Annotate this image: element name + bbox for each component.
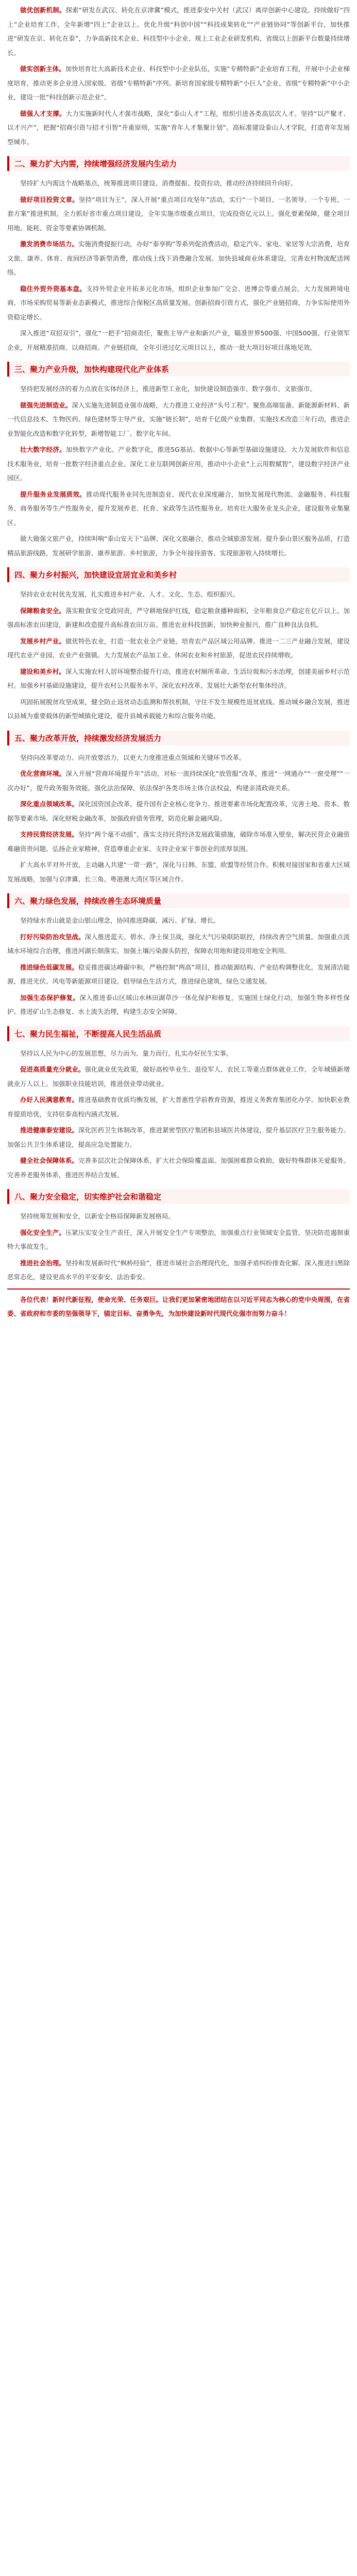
paragraph xyxy=(7,695,350,723)
paragraph xyxy=(7,930,350,958)
paragraph xyxy=(7,604,350,632)
paragraph-lead: 壮大数字经济。 xyxy=(20,446,66,453)
paragraph-text: 做大做强文旅产业，持续叫响“泰山安天下”品牌，深化文旅融合，推动全域旅游发展。提升泰山景区服务品质，打造精品旅游线路，发展研学旅游、康养旅游、乡村旅游，力争全年接待游客、实现旅游收入持续增长。 xyxy=(7,535,350,557)
paragraph-lead: 做实创新主体。 xyxy=(20,65,65,73)
section-heading xyxy=(7,362,350,377)
paragraph xyxy=(7,767,350,795)
paragraph xyxy=(7,960,350,989)
paragraph-text: 推进基础教育优质均衡发展，扩大普惠性学前教育资源，推进义务教育集团化办学。加快职业教育提质培优，支持驻泰高校内涵式发展。 xyxy=(7,1096,350,1118)
paragraph-text: 压紧压实安全生产责任，深入开展安全生产专项整治，加强重点行业领域安全监管，坚决防范遏制重特大事故发生。 xyxy=(7,1228,350,1250)
paragraph xyxy=(7,1226,350,1254)
paragraph-text: 探索“研发在武汉、转化在京津冀”模式，推进泰安中关村（武汉）离岸创新中心建设。持续做好“四上”企业培育工作，全年新增“四上”企业以上。优化升级“科创中国”“科技成果转化”“产业链协同”等创新平台，加快推进“研发在京、转化在泰”，力争高新技术企业、科技型中小企业、规上工业企业研发机构、省级以上创新平台数量持续增长。 xyxy=(7,6,350,57)
paragraph xyxy=(7,193,350,235)
paragraph xyxy=(7,282,350,325)
paragraph-text: 做优特色农业，打造一批农业全产业链，培育农产品区域公用品牌。推进一二三产业融合发展，建设现代农业产业园、农业产业强镇。大力发展农产品加工业、休闲农业和乡村旅游，促进农民持续增收。 xyxy=(7,637,350,659)
paragraph xyxy=(7,1256,350,1284)
paragraph-text: 推动现代服务业同先进制造业、现代农业深度融合，加快发展现代物流、金融服务、科技服务、商务服务等生产性服务业，提升发展养老、托育、家政等生活性服务业。培育壮大服务业龙头企业，建设服务业集聚区。 xyxy=(7,490,350,527)
section-part5 xyxy=(7,567,350,723)
paragraph xyxy=(7,443,350,485)
section-part3 xyxy=(7,156,350,354)
paragraph-text: 加快数字产业化、产业数字化，推进5G基站、数据中心等新型基础设施建设。大力发展软件和信息技术服务业，培育一批数字经济重点企业。深化工业互联网创新应用，推动中小企业“上云用数赋智”，建设数字经济产业园区。 xyxy=(7,446,350,482)
paragraph-text: 加快培育壮大高新技术企业、科技型中小企业队伍，实施“专精特新”企业培育工程，开展中小企业梯度培育，推动更多企业进入国家级、省级“专精特新”序列。新培育国家级专精特新“小巨人”企业、省级“专精特新”中小企业，建设一批“科技创新示范企业”。 xyxy=(7,65,350,101)
section-heading xyxy=(7,731,350,745)
paragraph xyxy=(7,176,350,191)
paragraph-text: 深入开展“营商环境提升年”活动，对标一流持续深化“放管服”改革，推进“一网通办”“一窗受理”“一次办好”，提升政务服务效能。强化法治保障，依法保护各类市场主体合法权益，构建亲清政商关系。 xyxy=(7,770,350,792)
paragraph xyxy=(7,382,350,396)
paragraph-text: 支持外贸企业开拓多元化市场，组织企业参加广交会、进博会等重点展会。大力发展跨境电商、市场采购贸易等新业态新模式，推进综合保税区高质量发展。创新招商引资方式，强化产业链招商，力争实际使用外资稳定增长。 xyxy=(7,284,350,321)
paragraph xyxy=(7,991,350,1019)
section-heading-text: 七、聚力民生福祉，不断提高人民生活品质 xyxy=(14,1029,162,1039)
paragraph-text: 完善多层次社会保障体系，扩大社会保险覆盖面。加强困难群众救助，做好特殊群体关爱服务。完善养老服务体系，推进医养结合发展。 xyxy=(7,1157,350,1179)
paragraph xyxy=(7,634,350,663)
paragraph xyxy=(7,913,350,928)
paragraph-text: 扩大高水平对外开放，主动融入共建“一带一路”，深化与日韩、东盟、欧盟等经贸合作。积极对接国家和省重大区域发展战略，加强与京津冀、长三角、粤港澳大湾区等区域合作。 xyxy=(7,861,350,883)
section-heading xyxy=(7,1189,350,1204)
paragraph xyxy=(7,1293,350,1321)
paragraph-text: 坚持农业农村优先发展，扎实推进乡村产业、人才、文化、生态、组织振兴。 xyxy=(20,590,240,598)
paragraph xyxy=(7,797,350,825)
paragraph-lead: 促进高质量充分就业。 xyxy=(20,1065,85,1073)
paragraph xyxy=(7,1046,350,1061)
paragraph-text: 稳妥推进碳达峰碳中和，严格控制“两高”项目，推动能源结构、产业结构调整优化。发展清洁能源，推进光伏、风电等新能源项目建设。倡导绿色生活方式，推进绿色建筑、绿色交通发展。 xyxy=(7,963,350,985)
section-heading xyxy=(7,567,350,582)
paragraph-text: 深化医药卫生体制改革，推进紧密型医疗集团和县域医共体建设，提升基层医疗卫生服务能力。加强公共卫生体系建设，提高应急处置能力。 xyxy=(7,1126,350,1148)
paragraph xyxy=(7,398,350,441)
paragraph-lead: 发展乡村产业。 xyxy=(20,637,65,645)
paragraph-text: 坚持“项目为王”，深入开展“重点项目攻坚年”活动，实行“一个项目、一名领导、一个专班、一套方案”推进机制，全力抓好省市重点项目建设，全年实施市级重点项目，完成投资亿元以上。强化要素保障，健全项目用地、能耗、资金等要素协调机制。 xyxy=(7,195,350,232)
paragraph-lead: 做强先进制造业。 xyxy=(20,401,72,409)
paragraph-text: 大力实施新时代人才强市战略，深化“泰山人才”工程，组织引进各类高层次人才。坚持“以产聚才、以才兴产”，把握“招商引资与招才引智”并重原则，实施“青年人才集聚计划”。高标准建设泰山人才学院，打造青年发展型城市。 xyxy=(7,109,350,146)
paragraph xyxy=(7,237,350,280)
paragraph xyxy=(7,1123,350,1151)
paragraph-text: 实施消费提振行动，办好“泰享购”等系列促消费活动，稳定汽车、家电、家居等大宗消费，培育文旅、康养、体育、夜间经济等新型消费，推动线上线下消费融合发展。加快县域商业体系建设，完善农村物流配送网络。 xyxy=(7,240,350,276)
paragraph xyxy=(7,827,350,856)
paragraph xyxy=(7,3,350,60)
paragraph xyxy=(7,1062,350,1091)
paragraph-text: 深化国资国企改革，提升国有企业核心竞争力。推进要素市场化配置改革，完善土地、资本、数据等要素市场。深化财税金融改革，加强政府债务管理，防范化解金融风险。 xyxy=(7,800,350,822)
paragraph-text: 坚持扩大内需这个战略基点，统筹推进项目建设、消费提振、投资拉动，推动经济持续回升向好。 xyxy=(20,179,297,187)
section-closing xyxy=(7,1289,350,1321)
paragraph-text: 坚持把发展经济的着力点放在实体经济上，推进新型工业化，加快建设制造强市、数字强市、文旅强市。 xyxy=(20,385,317,393)
section-heading xyxy=(7,1026,350,1041)
paragraph-lead: 强化安全生产。 xyxy=(20,1228,65,1236)
paragraph-lead: 激发消费市场活力。 xyxy=(20,240,78,248)
paragraph-lead: 优化营商环境。 xyxy=(20,770,66,777)
section-heading xyxy=(7,893,350,908)
paragraph xyxy=(7,1209,350,1224)
paragraph xyxy=(7,62,350,105)
section-heading-text: 四、聚力乡村振兴，加快建设宜居宜业和美乡村 xyxy=(14,570,177,580)
section-part2 xyxy=(7,3,350,149)
paragraph-lead: 办好人民满意教育。 xyxy=(20,1096,78,1104)
paragraph-lead: 建设和美乡村。 xyxy=(20,667,65,675)
section-heading-text: 八、聚力安全稳定，切实维护社会和谐稳定 xyxy=(14,1192,162,1201)
paragraph-lead: 支持民营经济发展。 xyxy=(20,831,78,838)
paragraph xyxy=(7,1093,350,1121)
section-heading-text: 二、聚力扩大内需，持续增强经济发展内生动力 xyxy=(14,159,177,168)
paragraph-lead: 做优创新机制。 xyxy=(20,6,66,14)
paragraph-lead: 推进社会治理。 xyxy=(20,1259,65,1267)
paragraph-lead: 推进健康泰安建设。 xyxy=(20,1126,78,1134)
section-heading-text: 六、聚力绿色发展，持续改善生态环境质量 xyxy=(14,896,162,906)
paragraph-text: 坚持和发展新时代“枫桥经验”，推进市域社会治理现代化，加强矛盾纠纷排查化解。深入推进扫黑除恶常态化，建设更高水平的平安泰安、法治泰安。 xyxy=(7,1259,350,1281)
paragraph-text: 深入推进蓝天、碧水、净土保卫战，强化大气污染联防联控，持续改善空气质量。加强重点流域水环境综合治理，推进河湖长制落实。加强土壤污染源头防控，保障农用地和建设用地安全利用。 xyxy=(7,933,350,955)
paragraph-lead: 做好项目投资文章。 xyxy=(20,195,79,204)
paragraph-text: 深入推进“双招双引”，强化“一把手”招商责任，聚焦主导产业和新兴产业，瞄准世界500强、中国500强、行业领军企业，开展精准招商、以商招商、产业链招商，全年引进过亿元项目以上，推动一批大项目好项目落地见效。 xyxy=(7,329,350,351)
paragraph-text: 深入实施农村人居环境整治提升行动，推进农村厕所革命、生活垃圾和污水治理，创建美丽乡村示范村。加强乡村基础设施建设，提升农村公共服务水平。深化农村改革，发展壮大新型农村集体经济。 xyxy=(7,667,350,689)
section-part8 xyxy=(7,1026,350,1182)
paragraph-text: 巩固拓展脱贫攻坚成果，健全防止返贫动态监测和帮扶机制，守住不发生规模性返贫底线。推动城乡融合发展，推进以县城为重要载体的新型城镇化建设，提升县城承载能力和综合服务功能。 xyxy=(7,698,350,720)
paragraph xyxy=(7,587,350,602)
paragraph-lead: 健全社会保障体系。 xyxy=(20,1157,78,1164)
paragraph-text: 落实粮食安全党政同责，严守耕地保护红线，稳定粮食播种面积，全年粮食总产稳定在亿斤以上。加强高标准农田建设，新建和改造提升高标准农田万亩。推进农业科技创新，加快种业振兴，推广良种良法良机。 xyxy=(7,606,350,629)
paragraph-lead: 打好污染防治攻坚战。 xyxy=(20,933,85,941)
paragraph-text: 强化就业优先政策，做好高校毕业生、退役军人、农民工等重点群体就业工作，全年城镇新增就业万人以上。加强职业技能培训，推进创业带动就业。 xyxy=(7,1065,350,1088)
paragraph-text: 坚持向改革要动力、向开放要活力，以更大力度推进重点领域和关键环节改革。 xyxy=(20,753,246,761)
paragraph-text: 坚持绿水青山就是金山银山理念，协同推进降碳、减污、扩绿、增长。 xyxy=(20,917,220,924)
section-part9 xyxy=(7,1189,350,1284)
paragraph xyxy=(7,532,350,560)
paragraph-lead: 推进绿色低碳发展。 xyxy=(20,963,78,971)
paragraph-text: 坚持以人民为中心的发展思想，尽力而为、量力而行，扎实办好民生实事。 xyxy=(20,1049,233,1057)
paragraph xyxy=(7,858,350,886)
paragraph xyxy=(7,1154,350,1182)
paragraph-lead: 稳住外贸外资基本盘。 xyxy=(20,284,87,293)
paragraph xyxy=(7,487,350,530)
section-part4 xyxy=(7,362,350,560)
section-heading xyxy=(7,156,350,171)
paragraph xyxy=(7,107,350,149)
paragraph-lead: 提升服务业发展质效。 xyxy=(20,490,87,498)
paragraph-text: 坚持“两个毫不动摇”，落实支持民营经济发展政策措施，破除市场准入壁垒，解决民营企业融资难融资贵问题。弘扬企业家精神，营造尊重企业家、支持企业家干事创业的浓厚氛围。 xyxy=(7,831,350,853)
section-heading-text: 三、聚力产业升级，加快构建现代化产业体系 xyxy=(14,365,169,374)
section-heading-text: 五、聚力改革开放，持续激发经济发展活力 xyxy=(14,733,162,743)
paragraph-text: 深入实施先进制造业强市战略，大力推进工业经济“头号工程”。聚焦高端装备、新能源新材料、新一代信息技术、生物医药、绿色建材等主导产业，实施“链长制”，培育千亿级产业集群。实施技术改造三年行动，推进企业智能化改造和数字化转型，新增智能工厂、数字化车间。 xyxy=(7,401,350,437)
paragraph xyxy=(7,665,350,693)
paragraph xyxy=(7,326,350,354)
paragraph-text: 深入推进泰山区域山水林田湖草沙一体化保护和修复，实施国土绿化行动，加强生物多样性保护。推进矿山生态修复、水土流失治理，构建生态安全屏障。 xyxy=(7,993,350,1015)
section-part6 xyxy=(7,731,350,887)
paragraph-text: 各位代表！新时代新征程，使命光荣、任务艰巨。让我们更加紧密地团结在以习近平同志为核心的党中央周围，在省委、省政府和市委的坚强领导下，锚定目标、奋勇争先，为加快建设新时代现代化强市而努力奋斗！ xyxy=(7,1295,350,1317)
paragraph-lead: 做强人才支撑。 xyxy=(20,109,66,117)
paragraph-lead: 加强生态保护修复。 xyxy=(20,993,80,1002)
paragraph xyxy=(7,751,350,765)
paragraph-lead: 保障粮食安全。 xyxy=(20,606,65,615)
section-part7 xyxy=(7,893,350,1019)
paragraph-lead: 深化重点领域改革。 xyxy=(20,800,78,808)
paragraph-text: 坚持统筹发展和安全，以新安全格局保障新发展格局。 xyxy=(20,1212,175,1220)
